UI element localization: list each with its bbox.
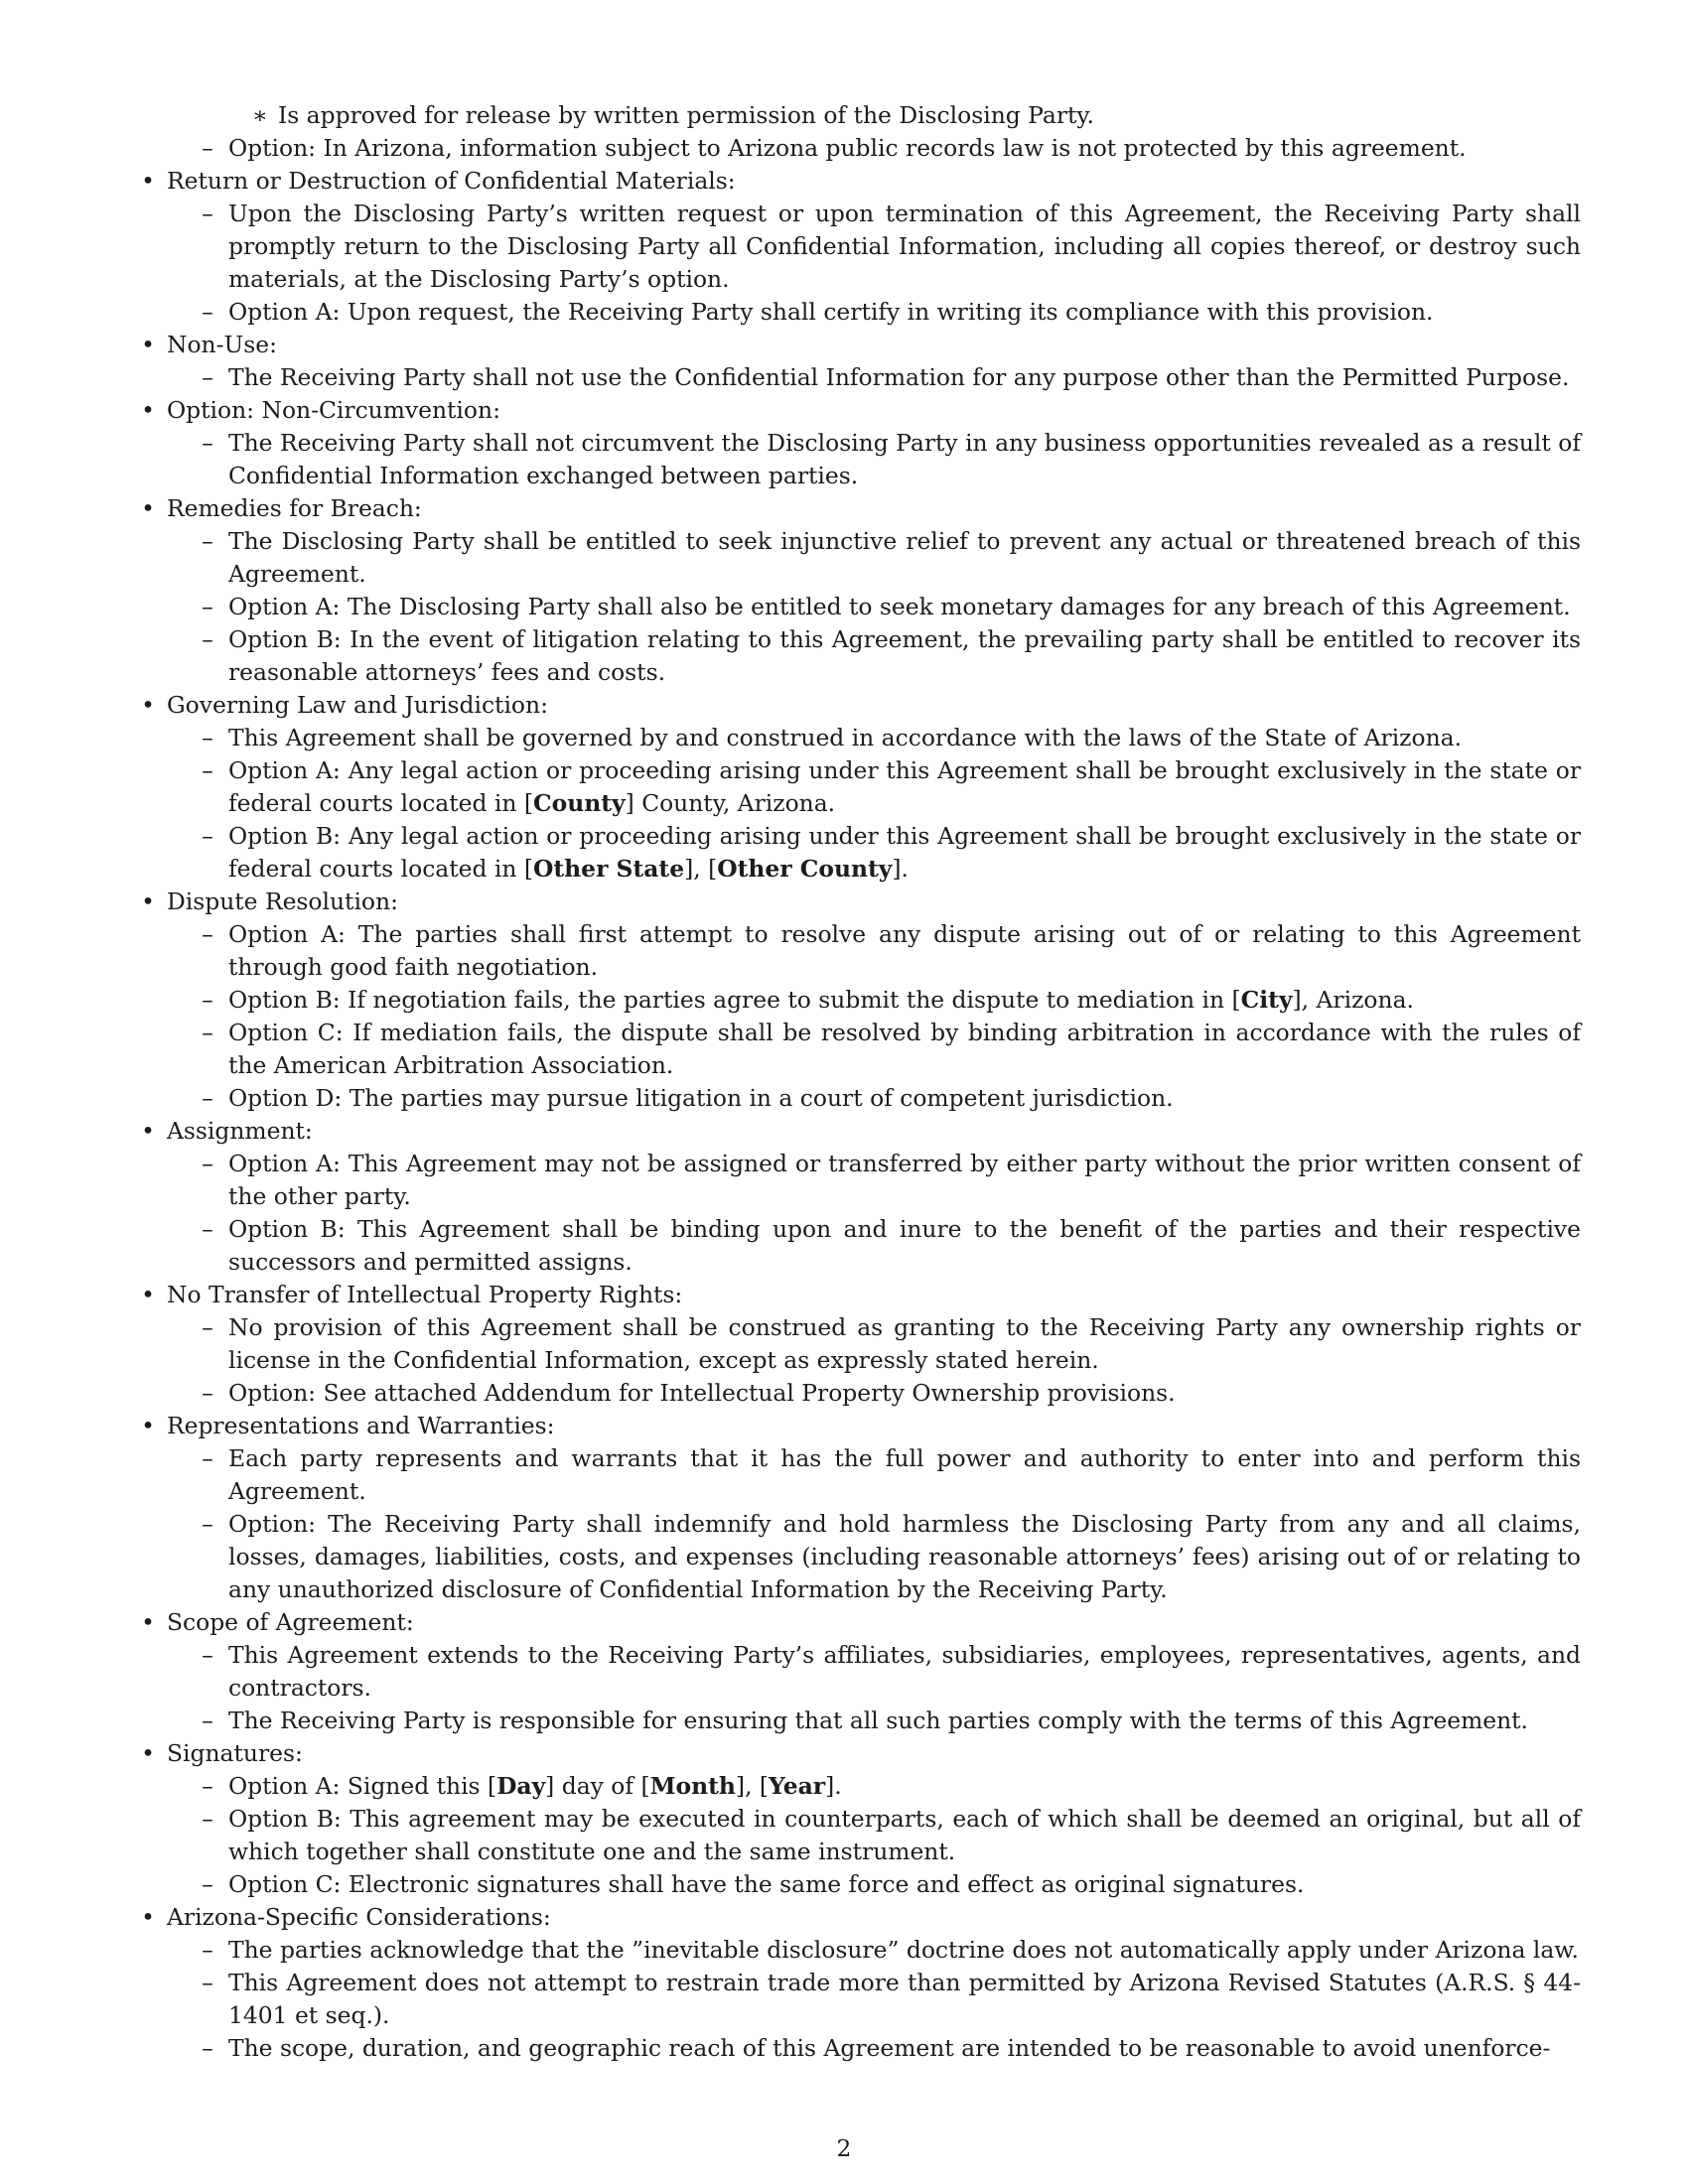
list-item: – This Agreement extends to the Receiving Party’s affiliates, subsidiaries, employees, representatives, agents, and contractors. <box>202 1641 1581 1702</box>
list-item: ∗ Is approved for release by written permission of the Disclosing Party. <box>278 99 1581 132</box>
list-item: – Option A: This Agreement may not be assigned or transferred by either party without the prior written consent of the other party. <box>202 1150 1581 1210</box>
document-page <box>141 99 1581 2065</box>
list-item: – Option A: The Disclosing Party shall also be entitled to seek monetary damages for any breach of this Agreement. <box>202 593 1571 620</box>
continued-sublist <box>167 99 1581 132</box>
clause-non-use: • Non-Use: – The Receiving Party shall not use the Confidential Information for any purpose other than the Permitted Purpose. <box>167 329 1581 394</box>
page-number: 2 <box>836 2134 852 2162</box>
list-item: – Option B: If negotiation fails, the parties agree to submit the dispute to mediation in [City], Arizona. <box>202 986 1414 1014</box>
clause-assignment: • Assignment: – Option A: This Agreement may not be assigned or transferred by either party without the prior written consent of the other party. – Option B: This Agreement shall be binding upon and inure to the benefit of the parties and their respective successors and permitted assigns. <box>167 1115 1581 1279</box>
clause-heading: Signatures: <box>167 1739 303 1767</box>
clause-heading: Remedies for Breach: <box>167 494 422 522</box>
list-item: – Option D: The parties may pursue litigation in a court of competent jurisdiction. <box>202 1084 1174 1112</box>
clause-non-circumvention: • Option: Non-Circumvention: – The Receiving Party shall not circumvent the Disclosing Party in any business opportunities revealed as a result of Confidential Information exchanged between parties. <box>167 394 1581 492</box>
list-item: – Option B: This agreement may be executed in counterparts, each of which shall be deemed an original, but all of which together shall constitute one and the same instrument. <box>202 1805 1581 1865</box>
list-item: – Option B: Any legal action or proceeding arising under this Agreement shall be brought exclusively in the state or federal courts located in [Other State], [Other County]. <box>202 822 1581 883</box>
clause-remedies: • Remedies for Breach: – The Disclosing Party shall be entitled to seek injunctive relief to prevent any actual or threatened breach of this Agreement. – Option A: The Disclosing Party shall also be entitled to seek monetary damages for any breach of this Agreement. – Option B: In the event of litigation relating to this Agreement, the prevailing party shall be entitled to recover its reasonable attorneys’ fees and costs. <box>167 492 1581 689</box>
placeholder-county: County <box>533 789 626 817</box>
placeholder-year: Year <box>769 1772 826 1800</box>
clause-heading: Option: Non-Circumvention: <box>167 396 500 424</box>
clause-scope: • Scope of Agreement: – This Agreement extends to the Receiving Party’s affiliates, subsidiaries, employees, representatives, agents, and contractors. – The Receiving Party is responsible for ensuring that all such parties comply with the terms of this Agreement. <box>167 1606 1581 1737</box>
list-item: – Option: See attached Addendum for Intellectual Property Ownership provisions. <box>202 1379 1176 1407</box>
list-item: – Option A: Any legal action or proceeding arising under this Agreement shall be brought exclusively in the state or federal courts located in [County] County, Arizona. <box>202 756 1581 817</box>
clause-return <box>141 165 1581 329</box>
list-item: – No provision of this Agreement shall be construed as granting to the Receiving Party any ownership rights or license in the Confidential Information, except as expressly stated herein. <box>202 1313 1581 1374</box>
clause-heading: Non-Use: <box>167 331 277 358</box>
list-item: – Each party represents and warrants that it has the full power and authority to enter into and perform this Agreement. <box>202 1444 1581 1505</box>
clause-governing-law: • Governing Law and Jurisdiction: – This Agreement shall be governed by and construed in accordance with the laws of the State of Arizona. – Option A: Any legal action or proceeding arising under this Agreement shall be brought exclusively in the state or federal courts located in [County] County, Arizona. – Option B: Any legal action or proceeding arising under this Agreement shall be brought exclusively in the state or federal courts located in [Other State], [Other County]. <box>167 689 1581 886</box>
list-item: – Upon the Disclosing Party’s written request or upon termination of this Agreement, the Receiving Party shall promptly return to the Disclosing Party all Confidential Information, including all copies thereof, or destroy such materials, at the Disclosing Party’s option. <box>202 200 1581 293</box>
list-item: – Option A: Upon request, the Receiving Party shall certify in writing its compliance with this provision. <box>202 298 1434 326</box>
placeholder-other-county: Other County <box>717 855 893 883</box>
clause-arizona-specific: • Arizona-Specific Considerations: – The parties acknowledge that the ”inevitable disclosure” doctrine does not automatically apply under Arizona law. – This Agreement does not attempt to restrain trade more than permitted by Arizona Revised Statutes (A.R.S. § 44-1401 et seq.). – The scope, duration, and geographic reach of this Agreement are intended to be reasonable to avoid unenforce- <box>167 1901 1581 2065</box>
list-item: – The Receiving Party shall not use the Confidential Information for any purpose other than the Permitted Purpose. <box>202 363 1570 391</box>
clause-heading: Return or Destruction of Confidential Materials: <box>167 167 736 195</box>
continued-list <box>167 132 1581 165</box>
list-item: – Option C: If mediation fails, the dispute shall be resolved by binding arbitration in accordance with the rules of the American Arbitration Association. <box>202 1019 1581 1079</box>
clause-heading: Dispute Resolution: <box>167 887 398 915</box>
list-item: – Option B: This Agreement shall be binding upon and inure to the benefit of the parties and their respective successors and permitted assigns. <box>202 1215 1581 1276</box>
list-item: – Option: In Arizona, information subject to Arizona public records law is not protected by this agreement. <box>228 132 1581 165</box>
placeholder-day: Day <box>496 1772 546 1800</box>
placeholder-other-state: Other State <box>533 855 685 883</box>
list-item: – This Agreement does not attempt to restrain trade more than permitted by Arizona Revised Statutes (A.R.S. § 44-1401 et seq.). <box>202 1969 1581 2029</box>
list-item: – This Agreement shall be governed by and construed in accordance with the laws of the State of Arizona. <box>202 724 1463 751</box>
list-item: – The Receiving Party is responsible for ensuring that all such parties comply with the terms of this Agreement. <box>202 1706 1528 1734</box>
clause-list <box>141 165 1581 2065</box>
clause-dispute-resolution: • Dispute Resolution: – Option A: The parties shall first attempt to resolve any dispute arising out of or relating to this Agreement through good faith negotiation. – Option B: If negotiation fails, the parties agree to submit the dispute to mediation in [City], Arizona. – Option C: If mediation fails, the dispute shall be resolved by binding arbitration in accordance with the rules of the American Arbitration Association. – Option D: The parties may pursue litigation in a court of competent jurisdiction. <box>167 886 1581 1115</box>
clause-ip-rights: • No Transfer of Intellectual Property Rights: – No provision of this Agreement shall be construed as granting to the Receiving Party any ownership rights or license in the Confidential Information, except as expressly stated herein. – Option: See attached Addendum for Intellectual Property Ownership provisions. <box>167 1279 1581 1410</box>
list-item: – Option: The Receiving Party shall indemnify and hold harmless the Disclosing Party from any and all claims, losses, damages, liabilities, costs, and expenses (including reasonable attorneys’ fees) arising out of or relating to any unauthorized disclosure of Confidential Information by the Receiving Party. <box>202 1510 1581 1603</box>
clause-heading: Assignment: <box>167 1117 313 1145</box>
list-item: – The Receiving Party shall not circumvent the Disclosing Party in any business opportunities revealed as a result of Confidential Information exchanged between parties. <box>202 429 1581 489</box>
list-item: – Option B: In the event of litigation relating to this Agreement, the prevailing party shall be entitled to recover its reasonable attorneys’ fees and costs. <box>202 625 1581 686</box>
clause-representations: • Representations and Warranties: – Each party represents and warrants that it has the full power and authority to enter into and perform this Agreement. – Option: The Receiving Party shall indemnify and hold harmless the Disclosing Party from any and all claims, losses, damages, liabilities, costs, and expenses (including reasonable attorneys’ fees) arising out of or relating to any unauthorized disclosure of Confidential Information by the Receiving Party. <box>167 1410 1581 1606</box>
list-item: – The parties acknowledge that the ”inevitable disclosure” doctrine does not automatically apply under Arizona law. <box>202 1936 1579 1964</box>
clause-heading: Scope of Agreement: <box>167 1608 414 1636</box>
clause-heading: Governing Law and Jurisdiction: <box>167 691 548 719</box>
list-item: – Option C: Electronic signatures shall have the same force and effect as original signatures. <box>202 1870 1305 1898</box>
asterisk-bullet: ∗ <box>252 101 268 129</box>
clause-heading: Representations and Warranties: <box>167 1412 555 1439</box>
dot-bullet: • <box>141 167 155 195</box>
list-item: – Option A: The parties shall first attempt to resolve any dispute arising out of or relating to this Agreement through good faith negotiation. <box>202 920 1581 981</box>
clause-heading: No Transfer of Intellectual Property Rights: <box>167 1281 683 1308</box>
list-item: – The scope, duration, and geographic reach of this Agreement are intended to be reasonable to avoid unenforce- <box>202 2034 1551 2062</box>
list-item: – The Disclosing Party shall be entitled to seek injunctive relief to prevent any actual or threatened breach of this Agreement. <box>202 527 1581 588</box>
clause-heading: Arizona-Specific Considerations: <box>167 1903 551 1931</box>
placeholder-city: City <box>1240 986 1293 1014</box>
clause-signatures: • Signatures: – Option A: Signed this [Day] day of [Month], [Year]. – Option B: This agreement may be executed in counterparts, each of which shall be deemed an original, but all of which together shall constitute one and the same instrument. – Option C: Electronic signatures shall have the same force and effect as original signatures. <box>167 1737 1581 1901</box>
list-item: – Option A: Signed this [Day] day of [Month], [Year]. <box>202 1772 842 1800</box>
dash-bullet: – <box>202 134 213 162</box>
placeholder-month: Month <box>649 1772 736 1800</box>
